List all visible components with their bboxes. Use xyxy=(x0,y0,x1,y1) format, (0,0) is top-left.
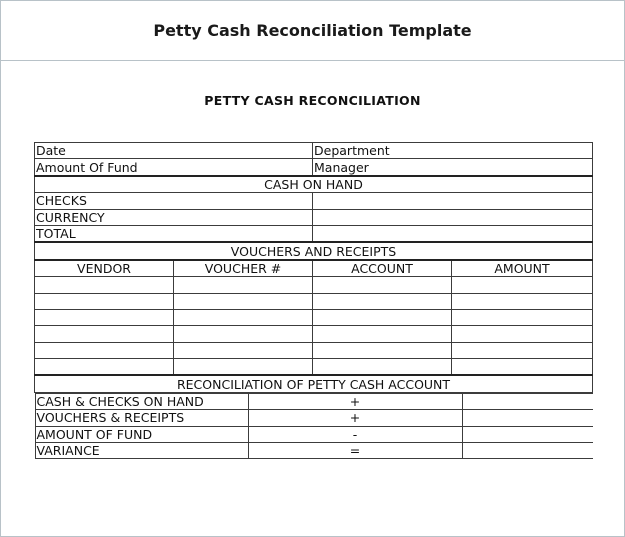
reconciliation-value[interactable] xyxy=(462,426,593,442)
reconciliation-value[interactable] xyxy=(462,443,593,459)
reconciliation-form xyxy=(34,142,592,459)
reconciliation-label: VARIANCE xyxy=(35,443,248,459)
reconciliation-operator: - xyxy=(248,426,462,442)
voucher-cell[interactable] xyxy=(174,342,313,358)
amount-cell[interactable] xyxy=(452,293,593,309)
reconciliation-operator: + xyxy=(248,410,462,426)
vendor-cell[interactable] xyxy=(35,309,174,325)
cash-row xyxy=(35,225,593,242)
column-header-account: ACCOUNT xyxy=(313,260,452,277)
department-field[interactable]: Department xyxy=(313,143,593,159)
vendor-cell[interactable] xyxy=(35,342,174,358)
page-title: Petty Cash Reconciliation Template xyxy=(153,21,472,40)
reconciliation-title: RECONCILIATION OF PETTY CASH ACCOUNT xyxy=(35,375,593,392)
date-field[interactable]: Date xyxy=(35,143,313,159)
voucher-row xyxy=(35,277,593,293)
info-row-date xyxy=(35,143,593,159)
cash-row-label: CURRENCY xyxy=(35,209,313,225)
cash-row xyxy=(35,209,593,225)
cash-on-hand-title: CASH ON HAND xyxy=(35,176,593,193)
cash-row-value[interactable] xyxy=(313,193,593,209)
reconciliation-table xyxy=(35,393,593,460)
section-header-row xyxy=(35,176,593,193)
title-bar xyxy=(1,1,624,61)
cash-row-value[interactable] xyxy=(313,225,593,242)
manager-field[interactable]: Manager xyxy=(313,159,593,176)
account-cell[interactable] xyxy=(313,293,452,309)
cash-row-value[interactable] xyxy=(313,209,593,225)
vendor-cell[interactable] xyxy=(35,326,174,342)
voucher-cell[interactable] xyxy=(174,309,313,325)
form-table xyxy=(34,142,593,459)
reconciliation-label: AMOUNT OF FUND xyxy=(35,426,248,442)
voucher-cell[interactable] xyxy=(174,326,313,342)
account-cell[interactable] xyxy=(313,309,452,325)
column-header-voucher: VOUCHER # xyxy=(174,260,313,277)
vendor-cell[interactable] xyxy=(35,277,174,293)
column-header-vendor: VENDOR xyxy=(35,260,174,277)
section-header-row xyxy=(35,375,593,392)
cash-row-label: TOTAL xyxy=(35,225,313,242)
amount-cell[interactable] xyxy=(452,359,593,376)
vouchers-title: VOUCHERS AND RECEIPTS xyxy=(35,242,593,259)
voucher-cell[interactable] xyxy=(174,293,313,309)
amount-cell[interactable] xyxy=(452,309,593,325)
voucher-row xyxy=(35,309,593,325)
account-cell[interactable] xyxy=(313,326,452,342)
account-cell[interactable] xyxy=(313,277,452,293)
account-cell[interactable] xyxy=(313,342,452,358)
reconciliation-value[interactable] xyxy=(462,410,593,426)
info-row-fund xyxy=(35,159,593,176)
vouchers-column-header-row xyxy=(35,260,593,277)
vendor-cell[interactable] xyxy=(35,293,174,309)
column-header-amount: AMOUNT xyxy=(452,260,593,277)
cash-row xyxy=(35,193,593,209)
reconciliation-operator: = xyxy=(248,443,462,459)
vendor-cell[interactable] xyxy=(35,359,174,376)
section-header-row xyxy=(35,242,593,259)
amount-cell[interactable] xyxy=(452,326,593,342)
account-cell[interactable] xyxy=(313,359,452,376)
voucher-row xyxy=(35,342,593,358)
reconciliation-label: CASH & CHECKS ON HAND xyxy=(35,393,248,409)
amount-of-fund-field[interactable]: Amount Of Fund xyxy=(35,159,313,176)
amount-cell[interactable] xyxy=(452,277,593,293)
form-heading: PETTY CASH RECONCILIATION xyxy=(204,93,421,108)
voucher-cell[interactable] xyxy=(174,359,313,376)
reconciliation-row xyxy=(35,443,593,459)
voucher-row xyxy=(35,326,593,342)
cash-row-label: CHECKS xyxy=(35,193,313,209)
reconciliation-row xyxy=(35,410,593,426)
reconciliation-value[interactable] xyxy=(462,393,593,409)
voucher-row xyxy=(35,293,593,309)
amount-cell[interactable] xyxy=(452,342,593,358)
reconciliation-label: VOUCHERS & RECEIPTS xyxy=(35,410,248,426)
reconciliation-row xyxy=(35,426,593,442)
reconciliation-operator: + xyxy=(248,393,462,409)
voucher-row xyxy=(35,359,593,376)
voucher-cell[interactable] xyxy=(174,277,313,293)
reconciliation-row xyxy=(35,393,593,409)
